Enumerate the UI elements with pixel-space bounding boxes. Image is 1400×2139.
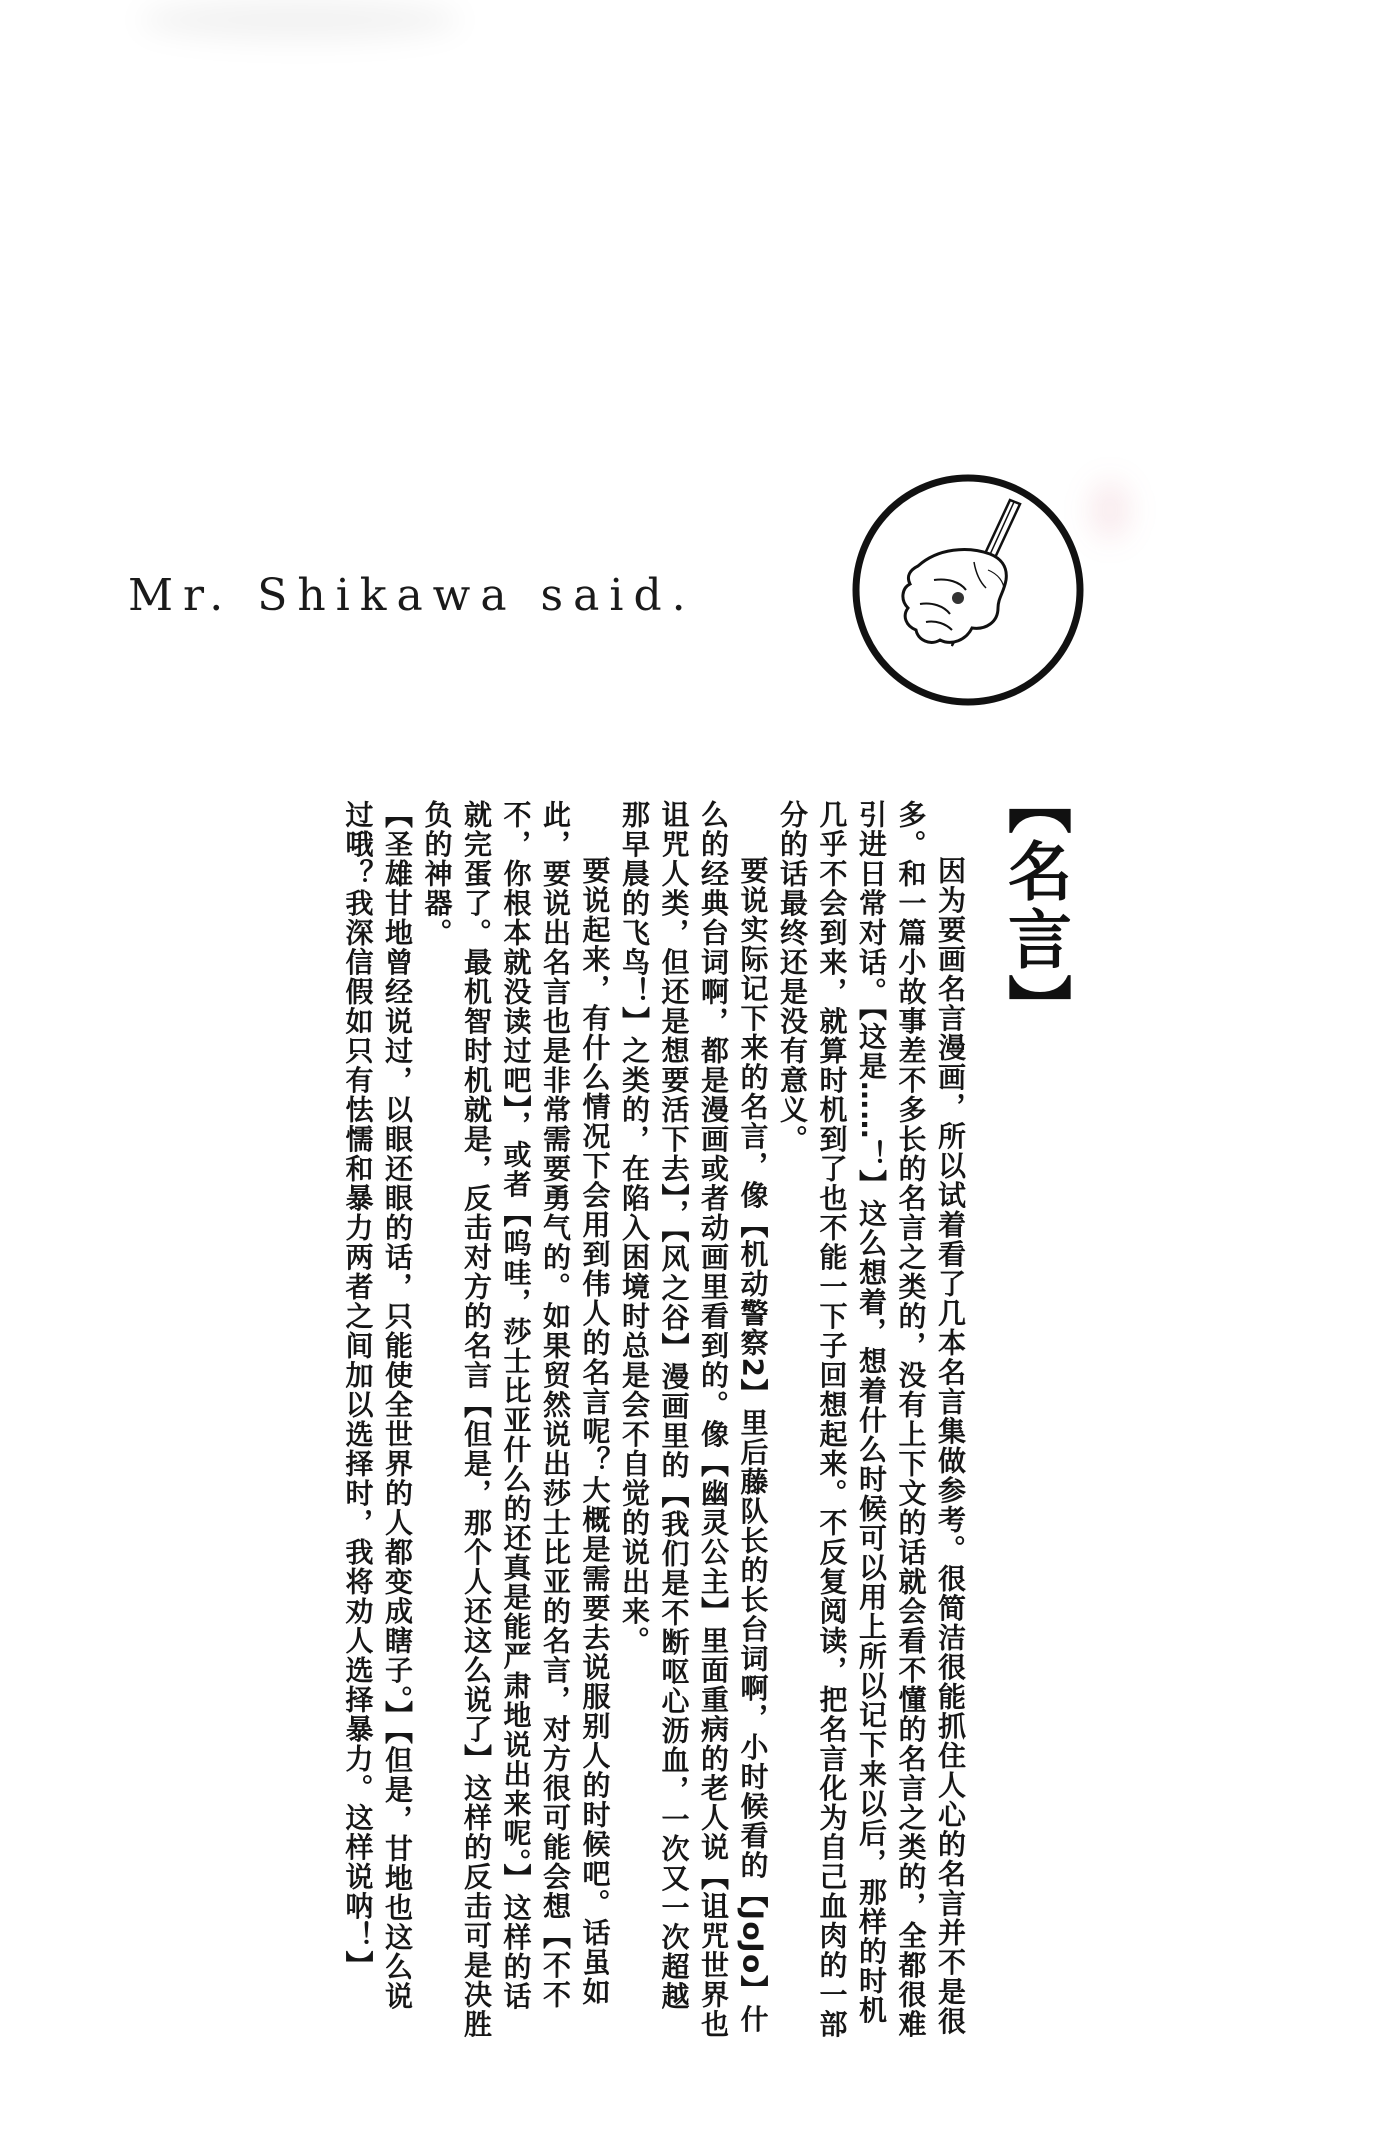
hand-writing-with-pen-icon bbox=[848, 470, 1088, 710]
scan-smudge bbox=[140, 0, 460, 40]
section-title: 【名言】 bbox=[997, 770, 1071, 1042]
article-body bbox=[338, 800, 970, 2040]
paragraph: 因为要画名言漫画，所以试着看了几本名言集做参考。很简洁很能抓住人心的名言并不是很多。和一篇小故事差不多长的名言之类的，没有上下文的话就会看不懂的名言之类的，全都很难引进日常对话。【这是……！】这么想着，想着什么时候可以用上所以记下来以后，那样的时机几乎不会到来，就算时机到了也不能一下子回想起来。不反复阅读，把名言化为自己血肉的一部分的话最终还是没有意义。 bbox=[776, 800, 967, 2039]
paragraph: 要说实际记下来的名言，像【机动警察2】里后藤队长的长台词啊，小时候看的【JoJo】什么的经典台词啊，都是漫画或者动画里看到的。像【幽灵公主】里面重病的老人说【诅咒世界也诅咒人类，但还是想要活下去】，【风之谷】漫画里的【我们是不断呕心沥血，一次又一次超越那早晨的飞鸟！】之类的，在陷入困境时总是会不自觉的说出来。 bbox=[618, 800, 770, 2039]
signature-line: Mr. Shikawa said. bbox=[128, 570, 696, 621]
paragraph: 要说起来，有什么情况下会用到伟人的名言呢？大概是需要去说服别人的时候吧。话虽如此，要说出名言也是非常需要勇气的。如果贸然说出莎士比亚的名言，对方很可能会想【不不不，你根本就没读过吧】，或者【呜哇，莎士比亚什么的还真是能严肃地说出来呢。】这样的话就完蛋了。最机智时机就是，反击对方的名言【但是，那个人还这么说了】这样的反击可是决胜负的神器。 bbox=[420, 800, 612, 2039]
scan-smudge bbox=[1090, 480, 1130, 540]
paragraph: 【圣雄甘地曾经说过，以眼还眼的话，只能使全世界的人都变成瞎子。】【但是，甘地也这么说过哦？我深信假如只有怯懦和暴力两者之间加以选择时，我将劝人选择暴力。这样说呐！】 bbox=[341, 800, 414, 2011]
